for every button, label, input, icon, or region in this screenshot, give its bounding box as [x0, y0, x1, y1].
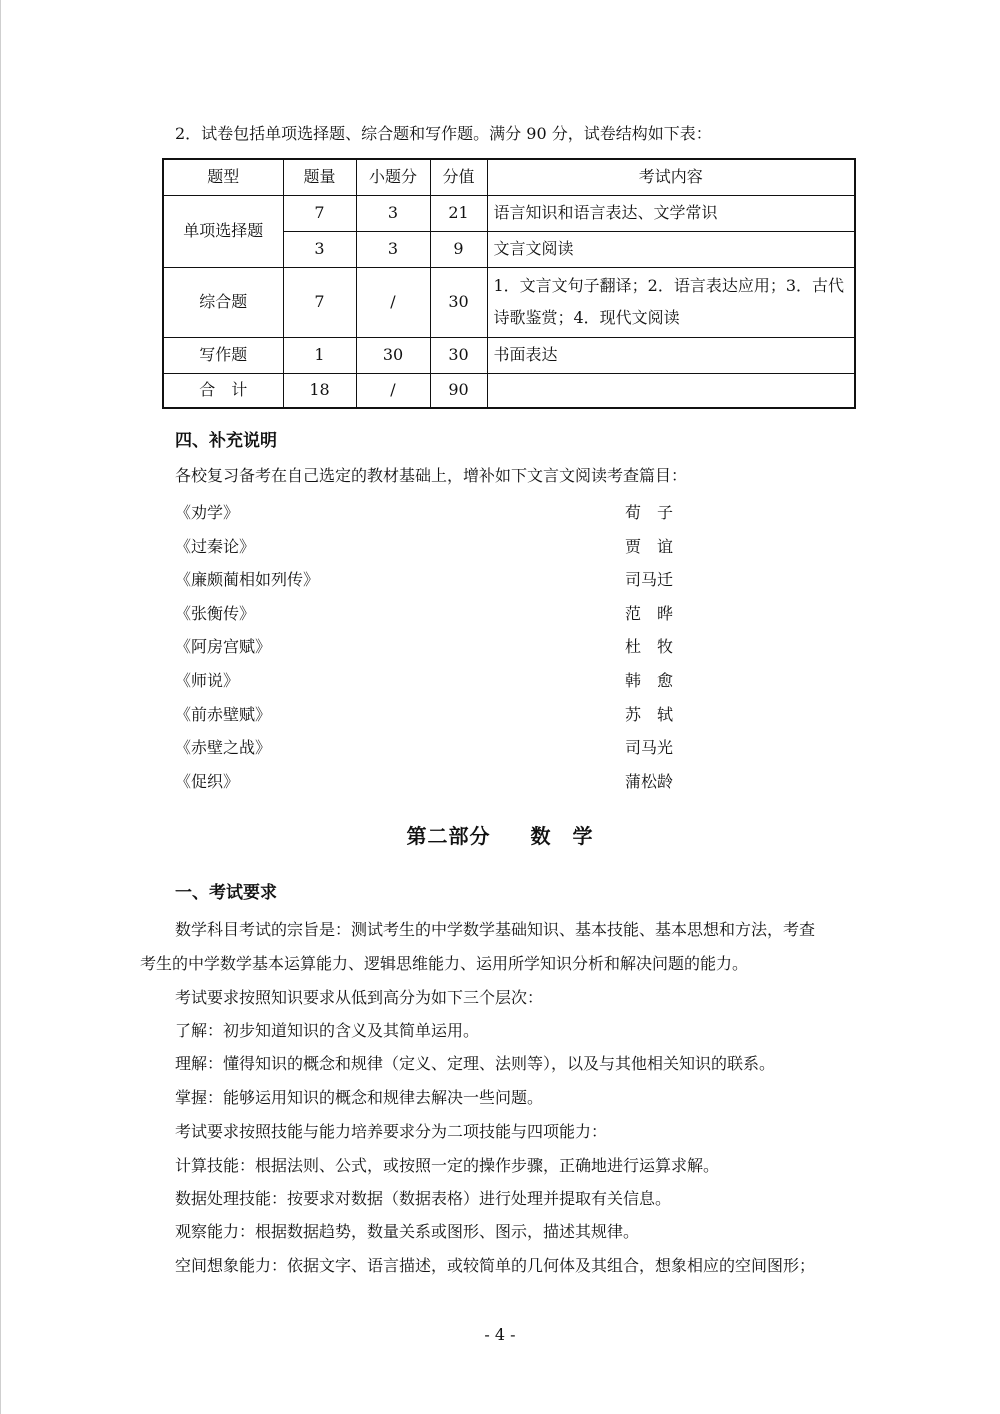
list-item [175, 634, 775, 668]
table-row [163, 195, 855, 231]
paragraph: 掌握：能够运用知识的概念和规律去解决一些问题。 [175, 1088, 544, 1107]
work-author: 韩 愈 [625, 670, 674, 690]
paragraph: 考生的中学数学基本运算能力、逻辑思维能力、运用所学知识分析和解决问题的能力。 [140, 954, 749, 973]
cell-count: 18 [283, 373, 356, 408]
header-score: 分值 [430, 159, 487, 195]
work-author: 杜 牧 [625, 637, 674, 657]
exam-structure-table [162, 158, 856, 409]
list-item [175, 735, 775, 769]
work-title: 《张衡传》 [175, 603, 256, 623]
header-type: 题型 [163, 159, 283, 195]
cell-content: 语言知识和语言表达、文学常识 [487, 195, 855, 231]
paragraph: 理解：懂得知识的概念和规律（定义、定理、法则等），以及与其他相关知识的联系。 [175, 1054, 776, 1073]
work-title: 《赤壁之战》 [175, 738, 272, 758]
cell-content [487, 373, 855, 408]
paragraph: 观察能力：根据数据趋势，数量关系或图形、图示，描述其规律。 [175, 1222, 640, 1241]
list-item [175, 702, 775, 736]
work-author: 司马迁 [625, 570, 674, 590]
list-item [175, 534, 775, 568]
cell-count: 7 [283, 195, 356, 231]
work-title: 《廉颇蔺相如列传》 [175, 570, 320, 590]
table-header-row [163, 159, 855, 195]
work-author: 蒲松龄 [625, 771, 674, 791]
work-title: 《劝学》 [175, 503, 240, 522]
work-title: 《过秦论》 [175, 536, 256, 556]
exam-structure-intro: 2．试卷包括单项选择题、综合题和写作题。满分 90 分，试卷结构如下表： [175, 124, 712, 143]
page-number: - 4 - [484, 1325, 516, 1344]
cell-score: 30 [430, 337, 487, 373]
cell-type: 合 计 [163, 373, 283, 408]
cell-type: 写作题 [163, 337, 283, 373]
paragraph: 考试要求按照知识要求从低到高分为如下三个层次： [175, 988, 544, 1007]
header-content: 考试内容 [487, 159, 855, 195]
work-author: 范 晔 [625, 603, 674, 623]
exam-requirements-heading: 一、考试要求 [175, 883, 277, 903]
part-two-title-subject: 数 学 [530, 824, 594, 848]
table-row [163, 337, 855, 373]
paragraph: 计算技能：根据法则、公式，或按照一定的操作步骤，正确地进行运算求解。 [175, 1156, 720, 1175]
cell-score: 30 [430, 267, 487, 337]
cell-count: 7 [283, 267, 356, 337]
work-title: 《师说》 [175, 670, 240, 690]
page-edge [0, 0, 1, 1414]
cell-each: 3 [356, 231, 430, 267]
part-two-title-part: 第二部分 [406, 824, 491, 848]
cell-each: 3 [356, 195, 430, 231]
table-row [163, 267, 855, 337]
supplement-intro: 各校复习备考在自己选定的教材基础上，增补如下文言文阅读考查篇目： [175, 466, 688, 485]
paragraph: 空间想象能力：依据文字、语言描述，或较简单的几何体及其组合，想象相应的空间图形； [175, 1256, 816, 1275]
work-title: 《阿房宫赋》 [175, 637, 272, 657]
list-item [175, 601, 775, 635]
cell-each: / [356, 373, 430, 408]
cell-each: / [356, 267, 430, 337]
reading-list [175, 500, 775, 802]
work-title: 《前赤壁赋》 [175, 704, 272, 724]
list-item [175, 769, 775, 803]
table-total-row [163, 373, 855, 408]
paragraph: 数据处理技能：按要求对数据（数据表格）进行处理并提取有关信息。 [175, 1189, 672, 1208]
work-title: 《促织》 [175, 771, 240, 791]
cell-each: 30 [356, 337, 430, 373]
cell-score: 9 [430, 231, 487, 267]
cell-score: 90 [430, 373, 487, 408]
cell-content: 1．文言文句子翻译；2．语言表达应用；3．古代诗歌鉴赏；4．现代文阅读 [487, 267, 855, 337]
cell-type: 综合题 [163, 267, 283, 337]
cell-type: 单项选择题 [163, 195, 283, 267]
list-item [175, 500, 775, 534]
list-item [175, 567, 775, 601]
work-author: 司马光 [625, 738, 674, 758]
paragraph: 了解：初步知道知识的含义及其简单运用。 [175, 1021, 480, 1040]
paragraph: 数学科目考试的宗旨是：测试考生的中学数学基础知识、基本技能、基本思想和方法，考查 [175, 920, 816, 939]
paragraph: 考试要求按照技能与能力培养要求分为二项技能与四项能力： [175, 1122, 608, 1141]
part-two-title [0, 820, 1000, 849]
cell-score: 21 [430, 195, 487, 231]
work-author: 荀 子 [625, 503, 674, 522]
list-item [175, 668, 775, 702]
work-author: 贾 谊 [625, 536, 674, 556]
cell-content: 文言文阅读 [487, 231, 855, 267]
work-author: 苏 轼 [625, 704, 674, 724]
header-count: 题量 [283, 159, 356, 195]
cell-content: 书面表达 [487, 337, 855, 373]
cell-count: 1 [283, 337, 356, 373]
supplement-heading: 四、补充说明 [175, 431, 277, 451]
cell-count: 3 [283, 231, 356, 267]
header-each: 小题分 [356, 159, 430, 195]
